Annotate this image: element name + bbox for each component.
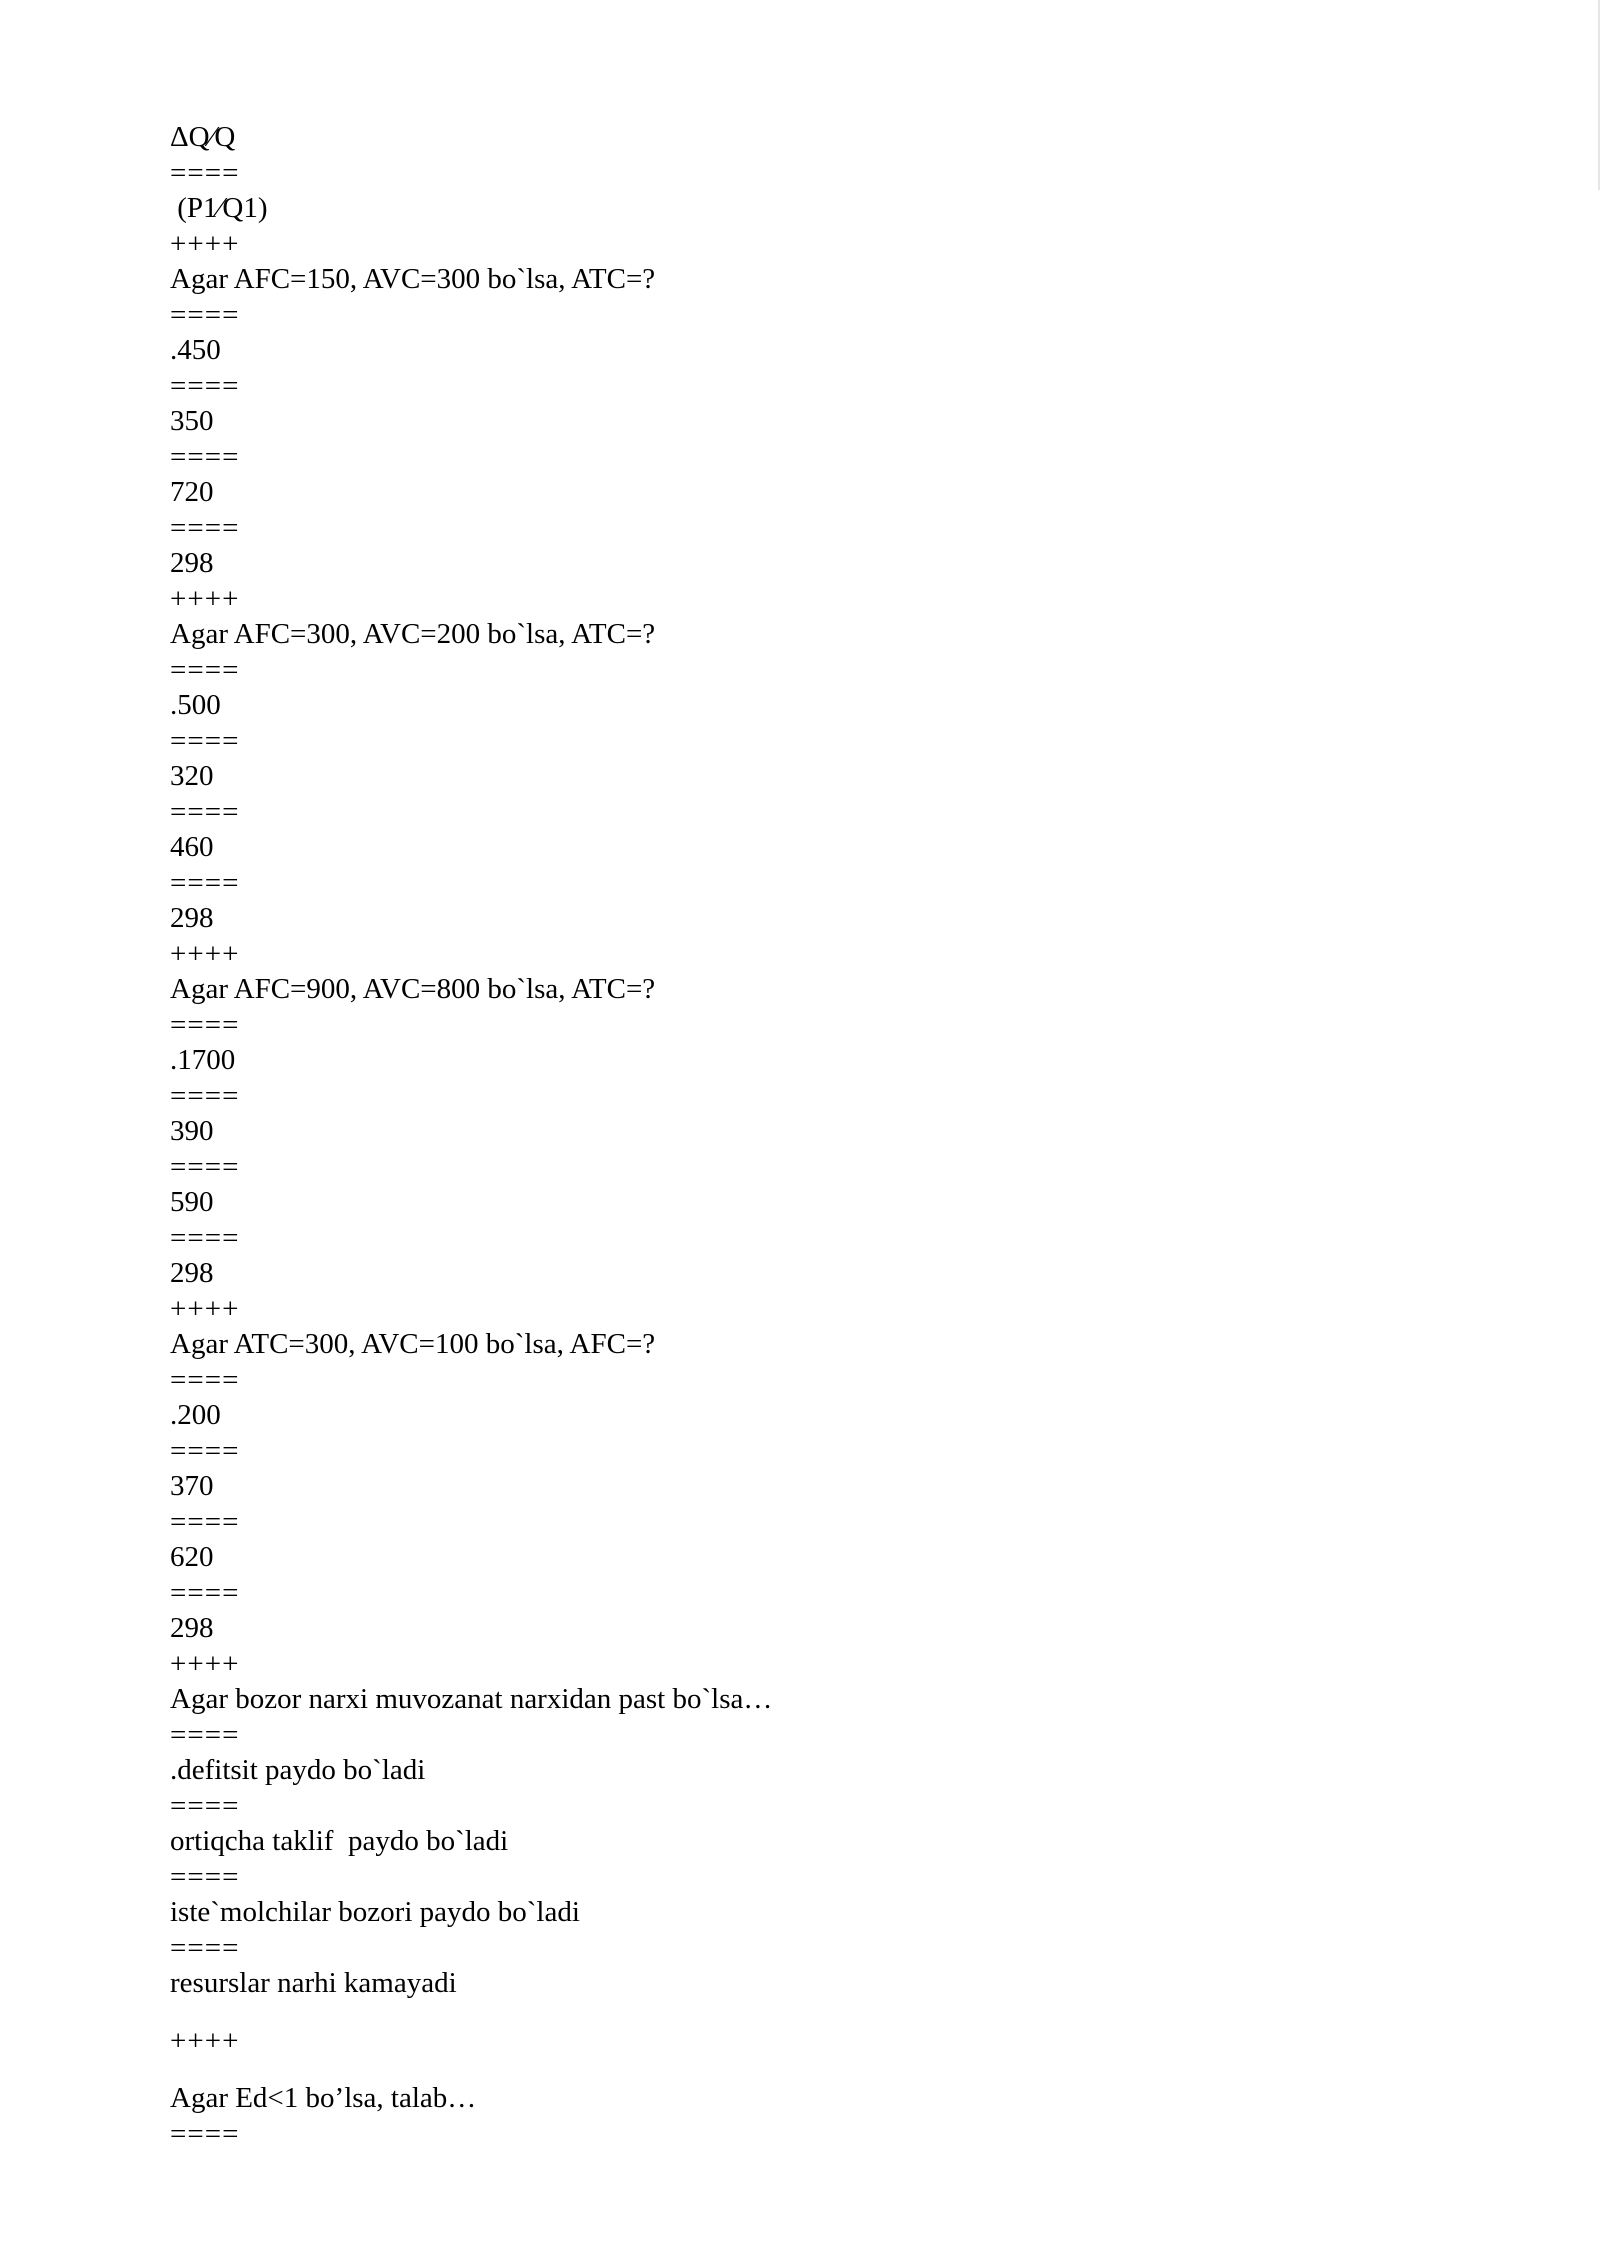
question-separator: ++++ — [170, 937, 240, 970]
option-separator: ==== — [170, 1008, 240, 1041]
formula-line: (P1⁄Q1) — [170, 192, 268, 224]
answer-option: .200 — [170, 1399, 221, 1431]
question-text: Agar ATC=300, AVC=100 bo`lsa, AFC=? — [170, 1328, 656, 1360]
answer-option: 390 — [170, 1115, 214, 1147]
option-separator: ==== — [170, 1931, 240, 1964]
answer-option: ortiqcha taklif paydo bo`ladi — [170, 1825, 509, 1857]
formula-line: ΔQ⁄Q — [170, 121, 236, 153]
answer-option: .defitsit paydo bo`ladi — [170, 1754, 426, 1786]
document-body — [170, 120, 1470, 2152]
option-separator: ==== — [170, 156, 240, 189]
answer-option: .500 — [170, 689, 221, 721]
option-separator: ==== — [170, 653, 240, 686]
option-separator: ==== — [170, 795, 240, 828]
question-separator: ++++ — [170, 1647, 240, 1680]
question-separator: ++++ — [170, 2024, 240, 2057]
option-separator: ==== — [170, 1505, 240, 1538]
option-separator: ==== — [170, 1150, 240, 1183]
option-separator: ==== — [170, 298, 240, 331]
answer-option: 590 — [170, 1186, 214, 1218]
option-separator: ==== — [170, 1860, 240, 1893]
option-separator: ==== — [170, 1079, 240, 1112]
option-separator: ==== — [170, 1363, 240, 1396]
answer-option: .450 — [170, 334, 221, 366]
answer-option: 350 — [170, 405, 214, 437]
question-text: Agar bozor narxi muvozanat narxidan past bo`lsa… — [170, 1683, 773, 1715]
question-separator: ++++ — [170, 227, 240, 260]
answer-option: 298 — [170, 547, 214, 579]
option-separator: ==== — [170, 511, 240, 544]
option-separator: ==== — [170, 1789, 240, 1822]
answer-option: 620 — [170, 1541, 214, 1573]
question-text: Agar Ed<1 bo’lsa, talab… — [170, 2082, 477, 2114]
option-separator: ==== — [170, 1718, 240, 1751]
option-separator: ==== — [170, 724, 240, 757]
option-separator: ==== — [170, 1221, 240, 1254]
question-text: Agar AFC=150, AVC=300 bo`lsa, ATC=? — [170, 263, 656, 295]
answer-option: 298 — [170, 902, 214, 934]
question-separator: ++++ — [170, 582, 240, 615]
answer-option: resurslar narhi kamayadi — [170, 1967, 457, 1999]
option-separator: ==== — [170, 2117, 240, 2150]
answer-option: .1700 — [170, 1044, 236, 1076]
answer-option: 370 — [170, 1470, 214, 1502]
question-text: Agar AFC=300, AVC=200 bo`lsa, ATC=? — [170, 618, 656, 650]
answer-option: 320 — [170, 760, 214, 792]
option-separator: ==== — [170, 1434, 240, 1467]
answer-option: iste`molchilar bozori paydo bo`ladi — [170, 1896, 580, 1928]
option-separator: ==== — [170, 369, 240, 402]
option-separator: ==== — [170, 440, 240, 473]
question-text: Agar AFC=900, AVC=800 bo`lsa, ATC=? — [170, 973, 656, 1005]
question-separator: ++++ — [170, 1292, 240, 1325]
option-separator: ==== — [170, 1576, 240, 1609]
answer-option: 720 — [170, 476, 214, 508]
option-separator: ==== — [170, 866, 240, 899]
answer-option: 460 — [170, 831, 214, 863]
answer-option: 298 — [170, 1612, 214, 1644]
answer-option: 298 — [170, 1257, 214, 1289]
